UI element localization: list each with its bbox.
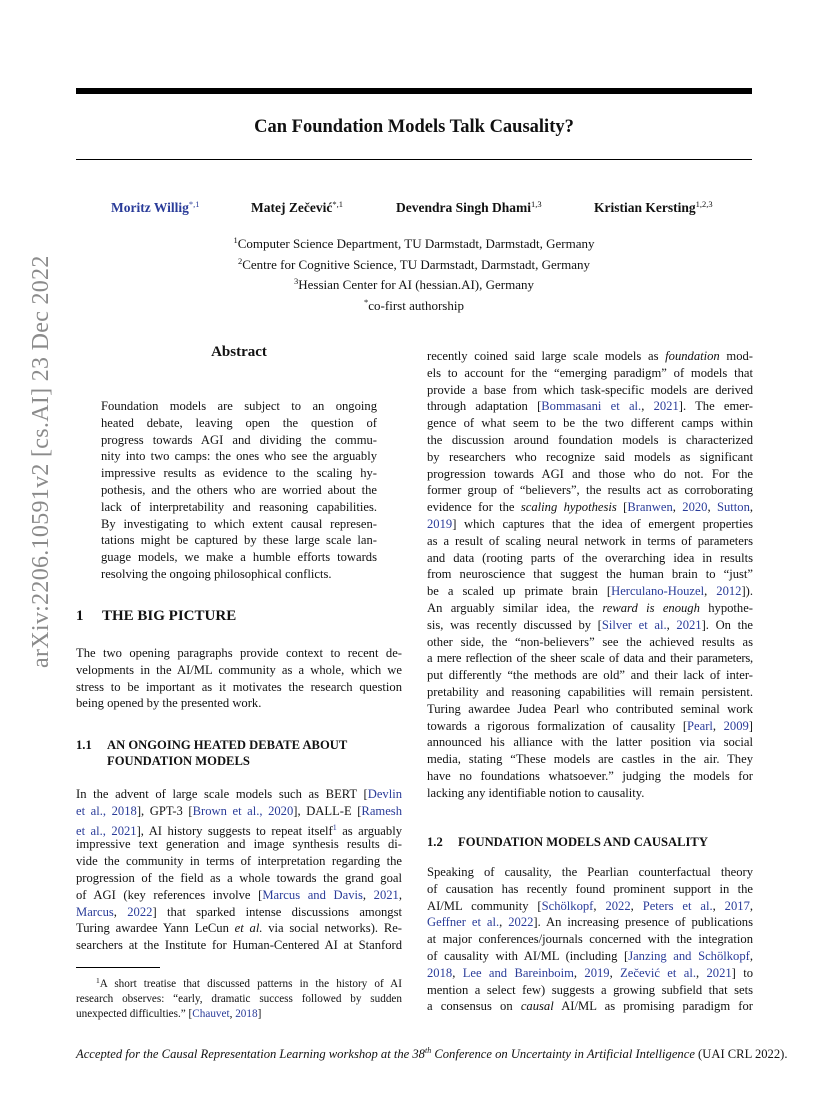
- footnote-marker[interactable]: 1: [332, 822, 337, 832]
- author-1[interactable]: Moritz Willig$^{*,1}$: [111, 199, 200, 215]
- citation-link[interactable]: 2022: [508, 915, 534, 930]
- subsection-1-1-heading: 1.1 AN ONGOING HEATED DEBATE ABOUT FOUNDATION MODELS: [76, 738, 348, 768]
- citation-link[interactable]: 2022: [605, 898, 631, 913]
- affiliation-3: $^3$Hessian Center for AI (hessian.AI), Germany: [294, 276, 534, 292]
- citation-link[interactable]: 2022: [127, 904, 153, 919]
- right-column-body: recently coined said large scale models as foundation mod- els to account for the “emerging paradigm” of models that provide a base from which task-specific models are derived through adaptation [Bommasani et al., 2021]. The emer- gence of what seem to be the two different camps within the discussion around foundation models is characterized by researchers who recognize said models as significant progression towards AGI and those who do not. For the former group of “believers”, the results act as corroborating evidence for the scaling hypothesis [Branwen, 2020, Sutton, 2019] which captures that the idea of emergent properties as a result of scaling neural network in terms of parameters and data (rooting parts of the overarching idea in results from neuroscience that suggest the human brain to “just” be a scaled up primate brain [Herculano-Houzel, 2012]). An arguably similar idea, the reward is enough hypothe- sis, was recently discussed by [Silver et al., 2021]. On the other side, the “non-believers” see the achieved results as a mere reflection of the sheer scale of data and their parameters, put differently “the methods are old” and their lack of inter- pretability and reasoning capabilities will remain persistent. Turing awardee Judea Pearl who contributed seminal work towards a rigorous formalization of causality [Pearl, 2009] announced his alliance with the latter position via social media, stating “These models are castles in the air. They have no foundations whatsoever.” judging the models for lacking any identifiable notion to causality.: [427, 349, 754, 800]
- abstract-line: resolving the ongoing philosophical conflicts.: [101, 566, 332, 581]
- citation-link[interactable]: 2019: [584, 965, 610, 980]
- citation-link[interactable]: 2018: [235, 1008, 258, 1020]
- body-line: stress to be important as it motivates the research question: [76, 679, 402, 694]
- citation-link[interactable]: Bommasani et al.: [541, 399, 642, 414]
- citation-link[interactable]: Brown et al., 2020: [192, 803, 294, 818]
- citation-link[interactable]: 2021: [706, 965, 732, 980]
- body-line: The two opening paragraphs provide context to recent de-: [76, 646, 402, 660]
- citation-link[interactable]: Zečević et al.: [620, 965, 696, 980]
- abstract-heading: Abstract: [211, 344, 267, 360]
- section-1-body: [76, 645, 402, 712]
- abstract-body: [101, 398, 377, 583]
- citation-link[interactable]: Peters et al.: [642, 898, 713, 913]
- citation-link[interactable]: Lee and Bareinboim: [462, 965, 574, 980]
- arxiv-side-stamp: arXiv:2206.10591v2 [cs.AI] 23 Dec 2022: [28, 255, 54, 668]
- citation-link[interactable]: Branwen: [627, 500, 673, 515]
- abstract-line: nity into two camps: the ones who see the arguably: [101, 449, 377, 464]
- citation-link[interactable]: Janzing and Schölkopf: [628, 948, 750, 963]
- title-top-rule: [76, 88, 752, 94]
- footnote: $^1$A short treatise that discussed patterns in the history of AI research observes: “early, dramatic success followed by sudden unexpected difficulties.” [Chauvet, 2018]: [76, 976, 402, 1020]
- citation-link[interactable]: 2020: [682, 500, 708, 515]
- citation-link[interactable]: 2017: [724, 898, 750, 913]
- abstract-line: pothesis, and the others who are worried about the: [101, 482, 377, 497]
- abstract-line: Foundation models are subject to an ongoing: [101, 399, 377, 413]
- author-2: Matej Zečević$^{*,1}$: [251, 199, 343, 215]
- citation-link[interactable]: et al., 2018: [76, 803, 137, 818]
- abstract-line: progress towards AGI and dividing the commu-: [101, 432, 377, 447]
- citation-link[interactable]: Marcus and Davis: [262, 887, 363, 902]
- abstract-line: heated debate, leaving open the question of: [101, 415, 377, 430]
- affiliation-note: *co-first authorship: [364, 296, 464, 313]
- abstract-line: By investigating to which extent causal represen-: [101, 516, 377, 531]
- abstract-line: guage models, we make a humble efforts towards: [101, 550, 377, 565]
- citation-link[interactable]: Marcus: [76, 904, 114, 919]
- affiliations: [76, 232, 752, 314]
- abstract-line: tations might be captured by these large scale lan-: [101, 533, 377, 548]
- citation-link[interactable]: Pearl: [687, 718, 713, 733]
- citation-link[interactable]: 2021: [373, 887, 399, 902]
- subsection-1-2-heading: 1.2 FOUNDATION MODELS AND CAUSALITY: [427, 835, 708, 849]
- citation-link[interactable]: 2018: [427, 965, 453, 980]
- body-line: velopments in the AI/ML community as a whole, which we: [76, 662, 402, 677]
- citation-link[interactable]: Ramesh: [361, 803, 402, 818]
- citation-link[interactable]: 2012: [716, 584, 742, 599]
- subsection-1-1-body: In the advent of large scale models such as BERT [Devlin et al., 2018], GPT-3 [Brown et al., 2020], DALL-E [Ramesh et al., 2021], AI history suggests to repeat itself$^1$ as arguably impressive text generation and image synthesis results di- vide the community in terms of interpretation regarding the progression of the field as a whole towards the grand goal of AGI (key references involve [Marcus and Davis, 2021, Marcus, 2022] that sparked intense discussions amongst Turing awardee Yann LeCun et al. via social networks). Re- searchers at the Institute for Human-Centered AI at Stanford: [76, 787, 402, 953]
- footnote-rule: [76, 967, 160, 968]
- paper-title: Can Foundation Models Talk Causality?: [254, 117, 574, 137]
- citation-link[interactable]: 2021: [653, 399, 679, 414]
- abstract-line: lack of interpretability and reasoning capabilities.: [101, 499, 377, 514]
- author-4: Kristian Kersting$^{1,2,3}$: [594, 199, 713, 215]
- affiliation-1: $^1$Computer Science Department, TU Darmstadt, Darmstadt, Germany: [233, 235, 595, 251]
- citation-link[interactable]: Herculano-Houzel: [611, 584, 705, 599]
- affiliation-2: $^2$Centre for Cognitive Science, TU Darmstadt, Darmstadt, Germany: [237, 255, 591, 272]
- section-1-heading: 1 THE BIG PICTURE: [76, 608, 237, 624]
- citation-link[interactable]: Sutton: [716, 500, 750, 515]
- subsection-1-2-body: Speaking of causality, the Pearlian counterfactual theory of causation has recently found prominent support in the AI/ML community [Schölkopf, 2022, Peters et al., 2017, Geffner et al., 2022]. An increasing presence of publications at major conferences/journals concerned with the integration of causality with AI/ML (including [Janzing and Schölkopf, 2018, Lee and Bareinboim, 2019, Zečević et al., 2021] to mention a select few) suggests a growing subfield that sets a consensus on causal AI/ML as promising paradigm for: [427, 865, 754, 1014]
- citation-link[interactable]: Chauvet: [192, 1008, 230, 1020]
- citation-link[interactable]: 2009: [723, 718, 749, 733]
- abstract-line: impressive results as evidence to the scaling hy-: [101, 466, 377, 481]
- citation-link[interactable]: Devlin: [367, 787, 402, 801]
- citation-link[interactable]: 2019: [427, 516, 453, 531]
- citation-link[interactable]: Silver et al.: [601, 617, 667, 632]
- body-line: being opened by the presented work.: [76, 696, 262, 711]
- citation-link[interactable]: et al., 2021: [76, 823, 137, 838]
- citation-link[interactable]: Geffner et al.: [427, 915, 500, 930]
- citation-link[interactable]: Schölkopf: [541, 898, 594, 913]
- author-3: Devendra Singh Dhami$^{1,3}$: [396, 199, 542, 215]
- citation-link[interactable]: 2021: [676, 617, 702, 632]
- venue-footer: Accepted for the Causal Representation Learning workshop at the 38th Conference on Uncertainty in Artificial Intelligence (UAI CRL 2022).: [76, 1046, 788, 1061]
- title-bottom-rule: [76, 159, 752, 160]
